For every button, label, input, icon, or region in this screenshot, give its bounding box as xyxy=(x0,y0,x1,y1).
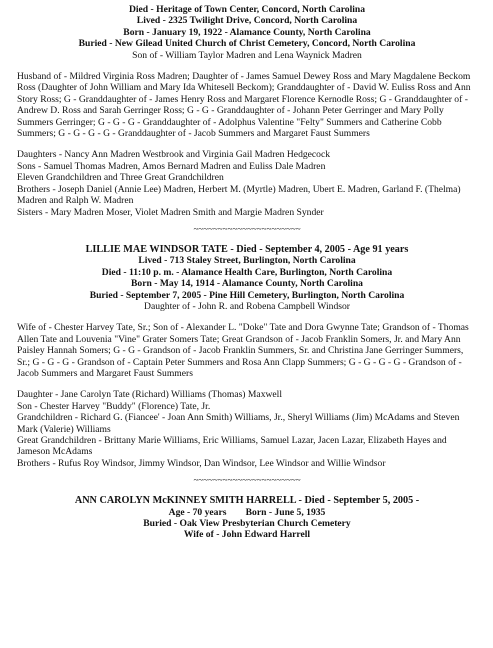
madren-son-of: Son of - William Taylor Madren and Lena Waynick Madren xyxy=(132,49,362,61)
madren-lived-line: Lived - 2325 Twilight Drive, Concord, North Carolina xyxy=(136,15,358,27)
madren-buried-line: Buried - New Gilead United Church of Christ Cemetery, Concord, North Carolina xyxy=(78,38,416,50)
tate-header xyxy=(17,255,477,301)
tate-brothers: Brothers - Rufus Roy Windsor, Jimmy Windsor, Dan Windsor, Lee Windsor and Willie Windsor xyxy=(17,457,386,469)
divider-2: ~~~~~~~~~~~~~~~~~~~~~~ xyxy=(193,475,301,486)
harrell-header xyxy=(17,507,477,541)
harrell-age-born-line: Age - 70 years Born - June 5, 1935 xyxy=(168,506,326,518)
madren-brothers: Brothers - Joseph Daniel (Annie Lee) Madren, Herbert M. (Myrtle) Madren, Ubert E. Madren, Garland F. (Thelma) Madren and Ralph W. Madren xyxy=(17,183,461,207)
harrell-buried-line: Buried - Oak View Presbyterian Church Cemetery xyxy=(143,518,351,530)
madren-died-line: Died - Heritage of Town Center, Concord, North Carolina xyxy=(128,4,366,15)
tate-wife-paragraph: Wife of - Chester Harvey Tate, Sr.; Son of - Alexander L. "Doke" Tate and Dora Gwynne Tate; Grandson of - Thomas Allen Tate and Louvenia "Vine" Grater Somers Tate; Great Grandson of - Jacob Franklin Somers, Jr. and Mary Ann Paisley Hannah Somers; G - G - Grandson of - Jacob Franklin Summers, Sr. and Christina Jane Gerringer Summers, Sr.; G - G - G - Grandson of - Captain Peter Summers and Rosa Ann Clapp Summers; G - G - G - G - Grandson of - Jacob Summers and Margaret Faust Summers xyxy=(17,322,469,379)
tate-grandchildren: Grandchildren - Richard G. (Fiancee' - Joan Ann Smith) Williams, Jr., Sheryl Williams (Jim) McAdams and Steven Mark (Valerie) Williams xyxy=(17,412,460,435)
madren-header xyxy=(17,4,477,50)
tate-born-line: Born - May 14, 1914 - Alamance County, North Carolina xyxy=(131,278,363,290)
madren-sons: Sons - Samuel Thomas Madren, Amos Bernard Madren and Euliss Dale Madren xyxy=(17,160,326,172)
harrell-title: ANN CAROLYN McKINNEY SMITH HARRELL - Died - September 5, 2005 - xyxy=(74,495,420,507)
tate-died-line: Died - 11:10 p. m. - Alamance Health Care, Burlington, North Carolina xyxy=(101,266,393,278)
tate-daughter: Daughter - Jane Carolyn Tate (Richard) Williams (Thomas) Maxwell xyxy=(17,389,283,401)
madren-born-line: Born - January 19, 1922 - Alamance County, North Carolina xyxy=(123,26,371,38)
tate-lived-line: Lived - 713 Staley Street, Burlington, North Carolina xyxy=(138,255,356,267)
tate-buried-line: Buried - September 7, 2005 - Pine Hill Cemetery, Burlington, North Carolina xyxy=(89,289,405,301)
tate-title: LILLIE MAE WINDSOR TATE - Died - September 4, 2005 - Age 91 years xyxy=(85,243,409,255)
madren-family xyxy=(17,149,477,217)
madren-grandchildren: Eleven Grandchildren and Three Great Grandchildren xyxy=(17,172,224,184)
madren-sisters: Sisters - Mary Madren Moser, Violet Madren Smith and Margie Madren Synder xyxy=(17,206,324,218)
madren-daughters: Daughters - Nancy Ann Madren Westbrook and Virginia Gail Madren Hedgecock xyxy=(17,149,331,161)
tate-daughter-of: Daughter of - John R. and Robena Campbell Windsor xyxy=(144,300,350,312)
madren-husband-paragraph: Husband of - Mildred Virginia Ross Madren; Daughter of - James Samuel Dewey Ross and Mary Magdalene Beckom Ross (Daughter of John William and Mary Ida Whitesell Beckom); Granddaughter of - David W. Euliss Ross and Ann Story Ross; G - Granddaughter of - James Henry Ross and Margaret Florence Kernodle Ross; G - Granddaughter of - Andrew D. Ross and Sarah Gerringer Ross; G - G - Granddaughter of - Johann Peter Gerringer and Mary Polly Summers Gerringer; G - G - G - Granddaughter of - Adolphus Valentine "Felty" Summers and Catherine Cobb Summers; G - G - G - G - Granddaughter of - Jacob Summers and Margaret Faust Summers xyxy=(17,71,471,140)
tate-family xyxy=(17,389,477,469)
harrell-wife-of-line: Wife of - John Edward Harrell xyxy=(183,529,311,541)
divider-1: ~~~~~~~~~~~~~~~~~~~~~~ xyxy=(193,223,301,234)
tate-son: Son - Chester Harvey "Buddy" (Florence) Tate, Jr. xyxy=(17,400,211,412)
tate-great-grandchildren: Great Grandchildren - Brittany Marie Williams, Eric Williams, Samuel Lazar, Jacen Lazar, Elizabeth Hayes and Jameson McAdams xyxy=(17,435,447,458)
